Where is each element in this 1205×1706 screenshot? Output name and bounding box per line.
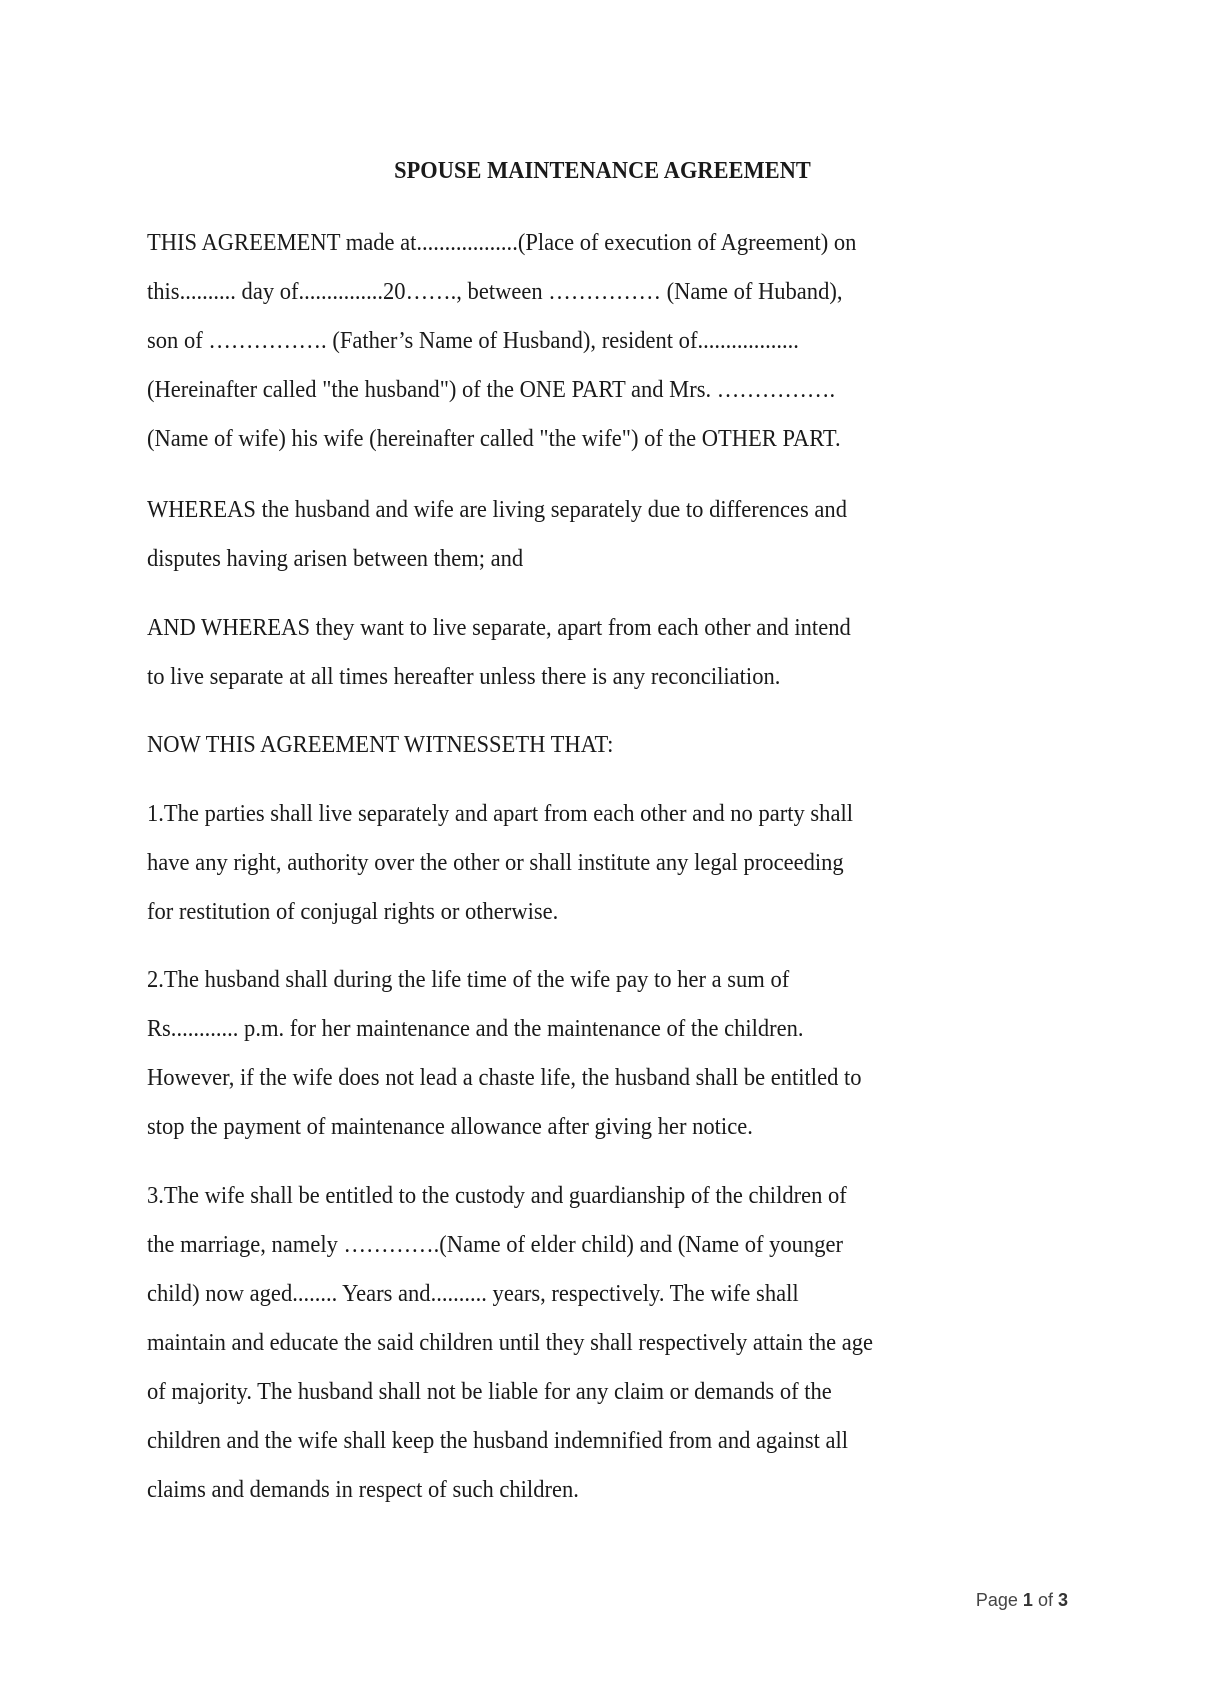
text-line: of majority. The husband shall not be liable for any claim or demands of the [147,1378,832,1405]
text-line: this.......... day of...............20……., between …………… (Name of Huband), [147,278,843,305]
text-line: (Hereinafter called "the husband") of the ONE PART and Mrs. ……………. [147,376,836,403]
text-line: son of ……………. (Father’s Name of Husband), resident of.................. [147,327,799,354]
clause-3 [147,1171,1077,1514]
text-line: THIS AGREEMENT made at..................(Place of execution of Agreement) on [147,229,857,256]
total-pages: 3 [1057,1590,1068,1610]
text-line: to live separate at all times hereafter unless there is any reconciliation. [147,663,781,690]
text-line: maintain and educate the said children until they shall respectively attain the age [147,1329,874,1356]
document-title: SPOUSE MAINTENANCE AGREEMENT [394,158,811,184]
paragraph-whereas-2 [147,603,1077,701]
text-line: the marriage, namely ………….(Name of elder child) and (Name of younger [147,1231,843,1258]
text-line: However, if the wife does not lead a chaste life, the husband shall be entitled to [147,1064,862,1091]
paragraph-preamble [147,218,1077,463]
paragraph-witnesseth [147,720,1077,769]
text-line: stop the payment of maintenance allowance after giving her notice. [147,1113,753,1140]
text-line: claims and demands in respect of such children. [147,1476,579,1503]
text-line: AND WHEREAS they want to live separate, apart from each other and intend [147,614,851,641]
text-line: Rs............ p.m. for her maintenance and the maintenance of the children. [147,1015,804,1042]
text-line: for restitution of conjugal rights or otherwise. [147,898,559,925]
page-number [976,1590,1068,1611]
text-line: have any right, authority over the other or shall institute any legal proceeding [147,849,844,876]
text-line: NOW THIS AGREEMENT WITNESSETH THAT: [147,731,614,758]
text-line: child) now aged........ Years and.......... years, respectively. The wife shall [147,1280,799,1307]
clause-1 [147,789,1077,936]
of-label: of [1037,1590,1053,1610]
text-line: (Name of wife) his wife (hereinafter called "the wife") of the OTHER PART. [147,425,841,452]
text-line: 2.The husband shall during the life time of the wife pay to her a sum of [147,966,790,993]
current-page: 1 [1022,1590,1033,1610]
text-line: children and the wife shall keep the husband indemnified from and against all [147,1427,849,1454]
clause-2 [147,955,1077,1151]
text-line: disputes having arisen between them; and [147,545,524,572]
text-line: 1.The parties shall live separately and apart from each other and no party shall [147,800,853,827]
text-line: WHEREAS the husband and wife are living separately due to differences and [147,496,847,523]
text-line: 3.The wife shall be entitled to the custody and guardianship of the children of [147,1182,847,1209]
page-label: Page [975,1590,1018,1610]
paragraph-whereas-1 [147,485,1077,583]
